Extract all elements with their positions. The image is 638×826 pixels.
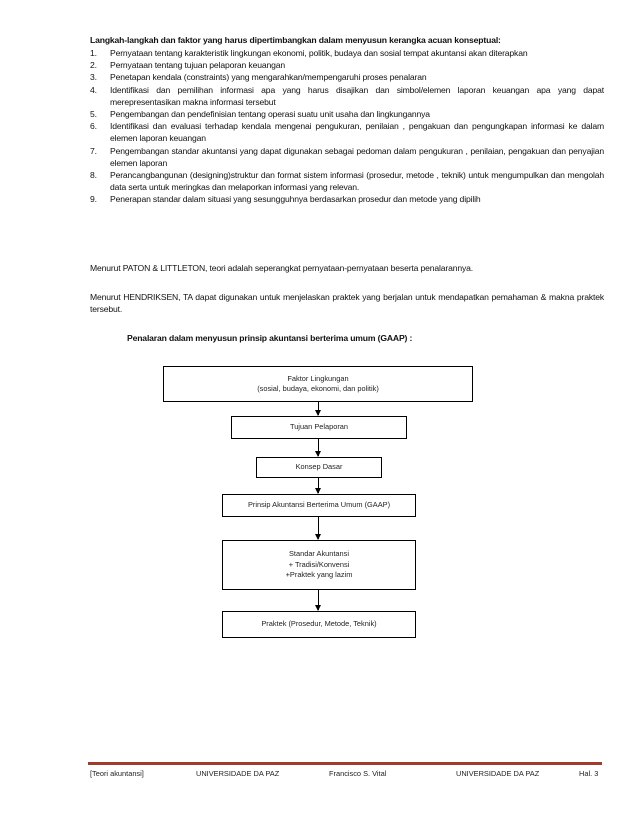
- list-text: Penetapan kendala (constraints) yang mengarahkan/mempengaruhi proses penalaran: [110, 72, 427, 83]
- list-number: 7.: [90, 145, 97, 156]
- list-item: [90, 59, 604, 71]
- list-number: 4.: [90, 84, 97, 95]
- box-line: Praktek (Prosedur, Metode, Teknik): [261, 619, 377, 629]
- box-line: Prinsip Akuntansi Berterima Umum (GAAP): [247, 500, 391, 510]
- list-text: Penerapan standar dalam situasi yang sesungguhnya berdasarkan prosedur dan metode yang dipilih: [110, 194, 481, 205]
- box-line: Tujuan Pelaporan: [289, 422, 349, 432]
- footer-page-number: Hal. 3: [579, 769, 599, 778]
- flow-arrow: [318, 590, 319, 610]
- box-line: + Tradisi/Konvensi: [288, 559, 350, 569]
- list-number: 2.: [90, 60, 97, 71]
- list-text: Identifikasi dan evaluasi terhadap kendala mengenai pengukuran, penilaian , pengakuan dan pengungkapan informasi ke dalam elemen laporan keuangan: [110, 121, 604, 144]
- diagram-box-gaap: [222, 494, 416, 517]
- flow-arrow: [318, 439, 319, 456]
- box-line: (sosial, budaya, ekonomi, dan politik): [257, 384, 379, 393]
- list-item: [90, 71, 604, 83]
- diagram-heading: Penalaran dalam menyusun prinsip akuntansi berterima umum (GAAP) :: [127, 333, 413, 343]
- list-item: [90, 84, 604, 108]
- list-text: Pengembangan dan pendefinisian tentang operasi suatu unit usaha dan lingkungannya: [110, 109, 430, 120]
- list-number: 6.: [90, 121, 97, 132]
- list-text: Pernyataan tentang tujuan pelaporan keuangan: [110, 60, 285, 71]
- list-item: [90, 169, 604, 193]
- paragraph-paton: Menurut PATON & LITTLETON, teori adalah seperangkat pernyataan-pernyataan beserta penalarannya.: [90, 263, 474, 273]
- list-number: 8.: [90, 170, 97, 181]
- diagram-box-tujuan-pelaporan: [231, 416, 407, 439]
- box-line: +Praktek yang lazim: [285, 570, 353, 580]
- diagram-box-standar-akuntansi: [222, 540, 416, 590]
- section-heading: Langkah-langkah dan faktor yang harus dipertimbangkan dalam menyusun kerangka acuan konseptual:: [90, 35, 501, 45]
- diagram-box-konsep-dasar: [256, 457, 382, 478]
- box-line: Standar Akuntansi: [289, 549, 349, 559]
- list-number: 5.: [90, 109, 97, 120]
- list-text: Pernyataan tentang karakteristik lingkungan ekonomi, politik, budaya dan sosial tempat akuntansi akan diterapkan: [110, 48, 528, 58]
- list-text: Perancangbangunan (designing)struktur dan format sistem informasi (prosedur, metode , teknik) untuk mengumpulkan dan mengolah data serta untuk meringkas dan melaporkan informasi yang relevan.: [110, 170, 604, 193]
- list-item: [90, 145, 604, 169]
- box-line: Faktor Lingkungan: [287, 373, 349, 383]
- list-number: 1.: [90, 48, 97, 58]
- diagram-box-praktek: [222, 611, 416, 638]
- flow-arrow: [318, 517, 319, 539]
- box-line: Konsep Dasar: [295, 462, 343, 472]
- list-number: 9.: [90, 194, 97, 205]
- list-item: [90, 47, 604, 59]
- diagram-box-faktor-lingkungan: [163, 366, 473, 402]
- list-text: Identifikasi dan pemilihan informasi apa yang harus disajikan dan simbol/elemen laporan keuangan apa yang dapat merepresentasikan makna informasi tersebut: [110, 84, 604, 107]
- paragraph-hendriksen: Menurut HENDRIKSEN, TA dapat digunakan untuk menjelaskan praktek yang berjalan untuk mendapatkan pemahaman & makna praktek tersebut.: [90, 292, 604, 315]
- footer-university-right: UNIVERSIDADE DA PAZ: [456, 769, 540, 778]
- footer-university-left: UNIVERSIDADE DA PAZ: [196, 769, 280, 778]
- footer-author: Francisco S. Vital: [329, 769, 387, 778]
- list-text: Pengembangan standar akuntansi yang dapat digunakan sebagai pedoman dalam pengukuran , penilaian, pengakuan dan penyajian elemen laporan: [110, 145, 604, 168]
- list-item: [90, 193, 604, 205]
- list-number: 3.: [90, 72, 97, 83]
- flow-arrow: [318, 478, 319, 493]
- steps-list: [90, 47, 604, 206]
- list-item: [90, 108, 604, 120]
- footer-rule: [88, 762, 602, 765]
- flow-arrow: [318, 402, 319, 415]
- list-item: [90, 120, 604, 144]
- footer-left: [Teori akuntansi]: [90, 769, 144, 778]
